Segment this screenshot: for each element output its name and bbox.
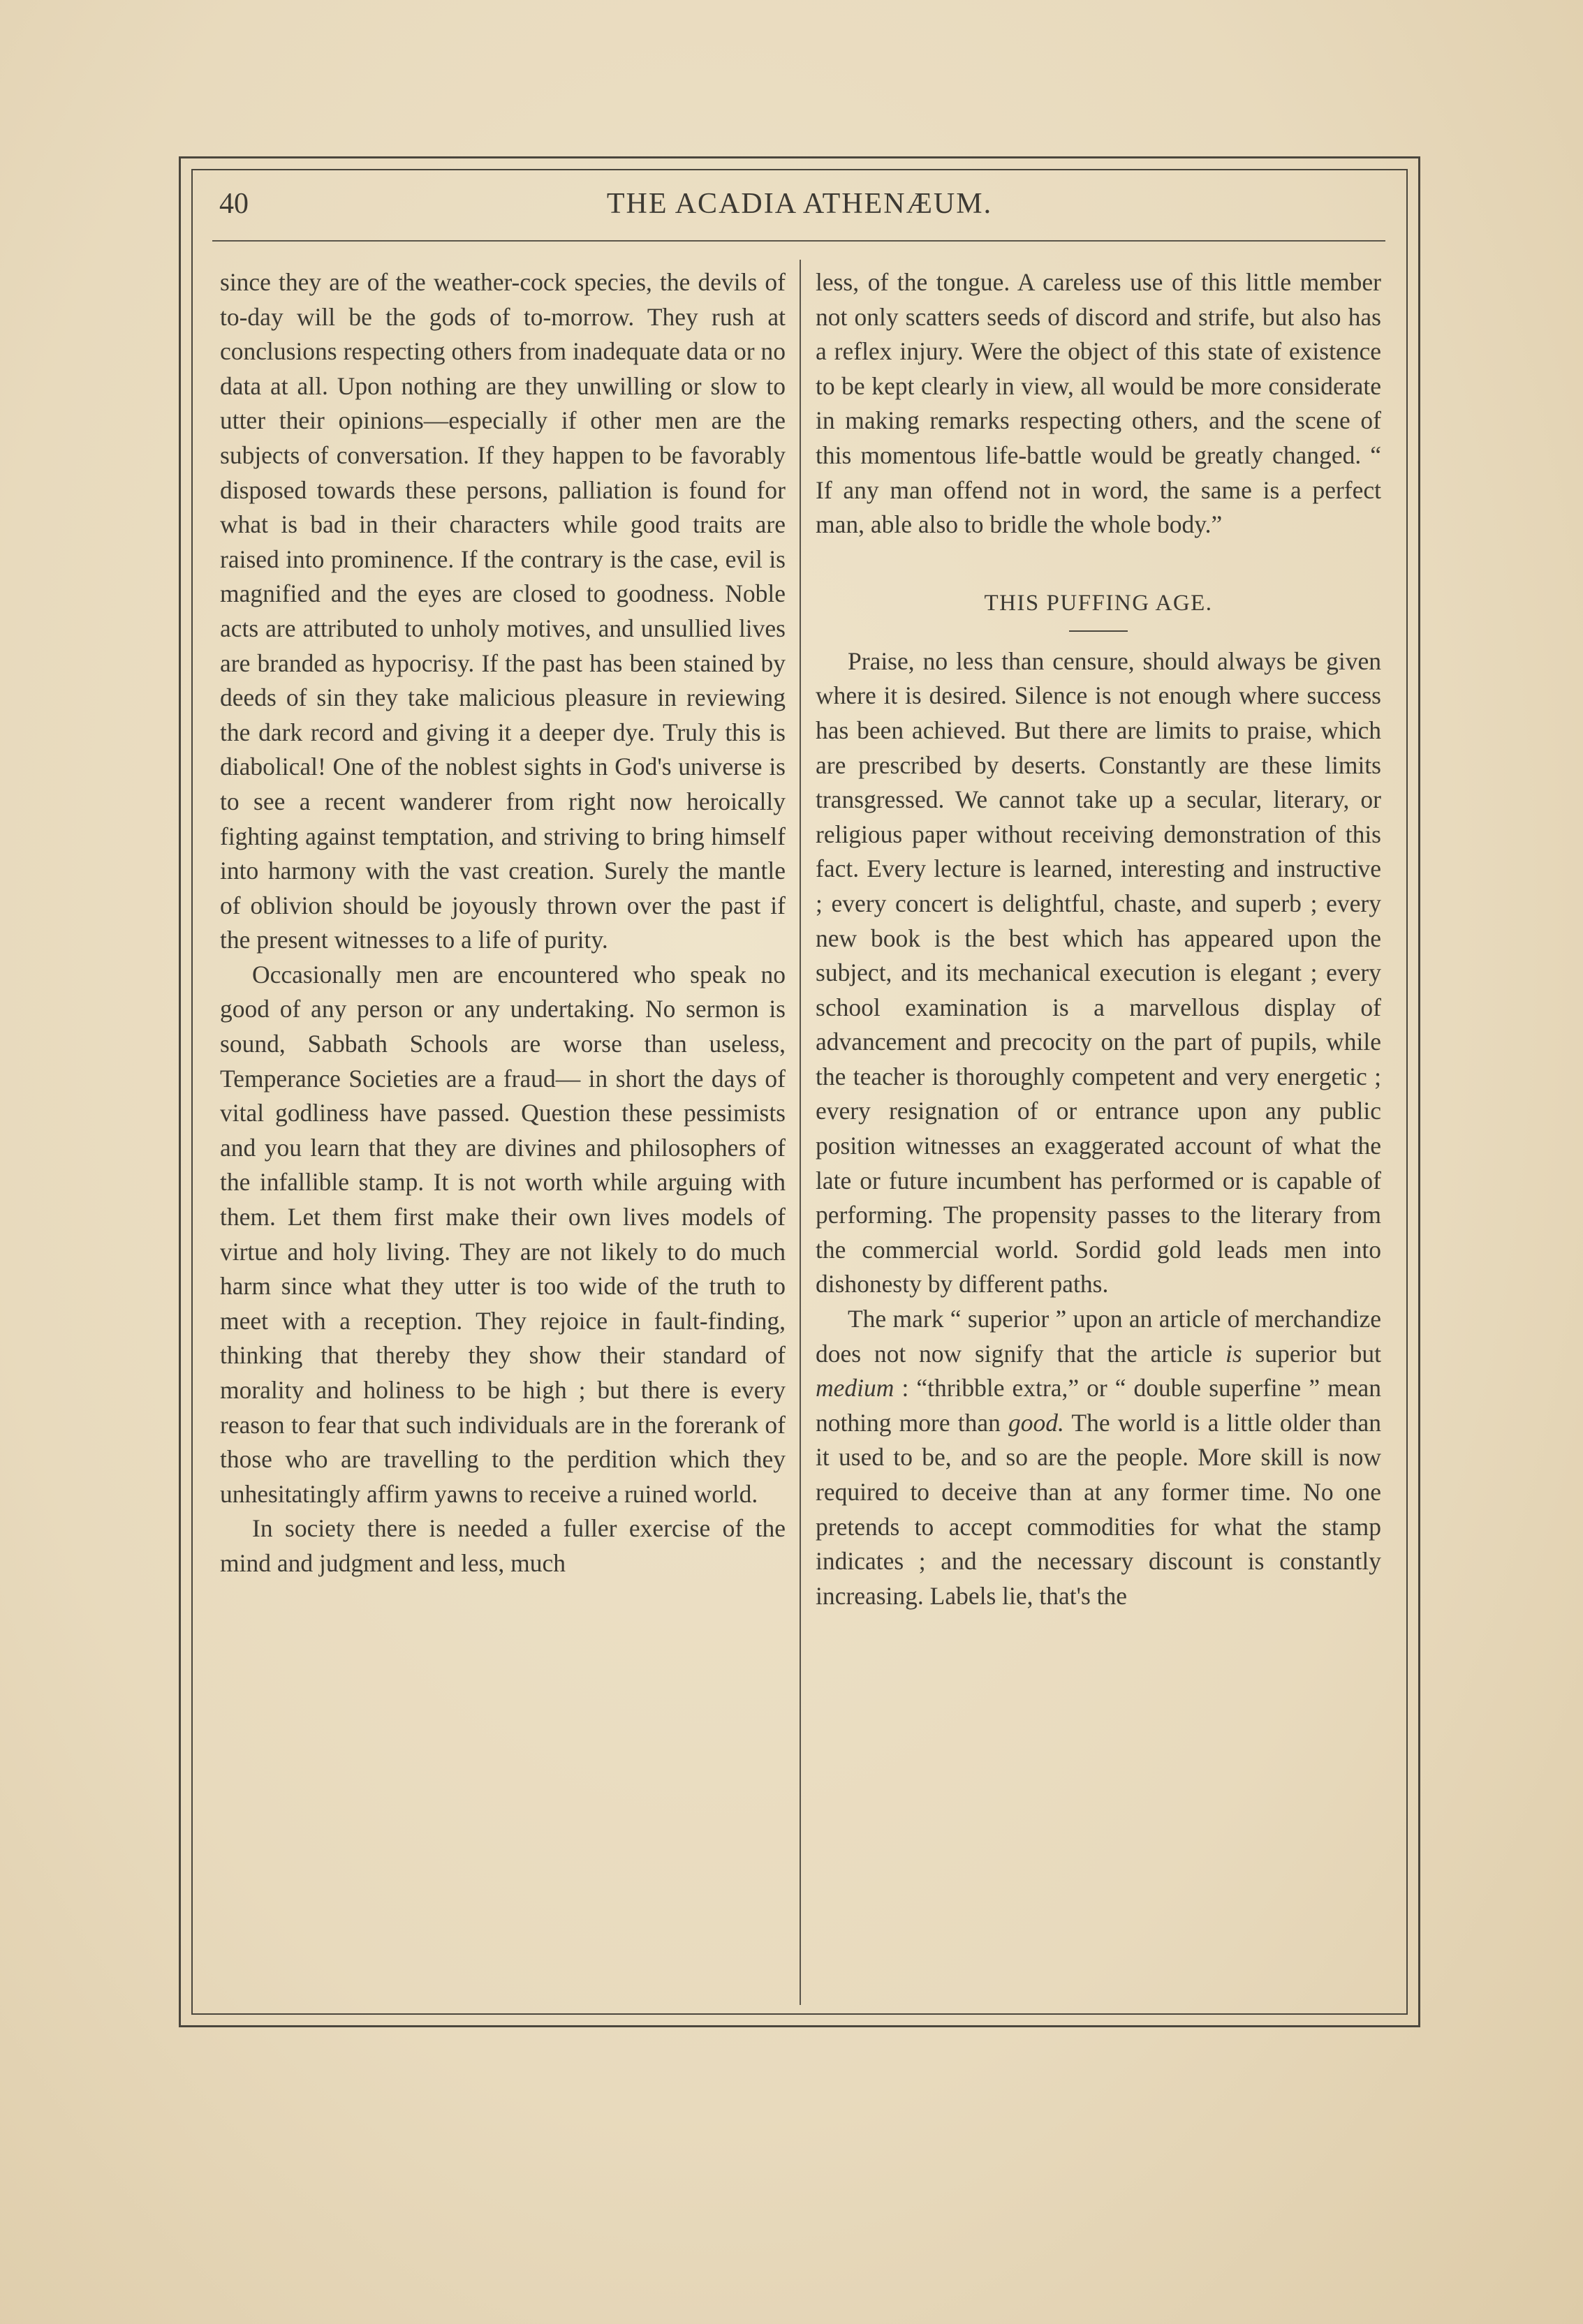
header-rule	[212, 240, 1385, 242]
right-opening-paragraph: less, of the tongue. A careless use of this little member not only scatters seeds of discord and strife, but also has a reflex injury. Were the object of this state of existence to be kept clearly in view, all would be more considerate in making remarks respecting others, and the scene of this momentous life-battle would be greatly changed. “ If any man offend not in word, the same is a perfect man, able also to bridle the whole body.”	[816, 268, 1381, 539]
right-paragraph-3	[816, 1302, 1381, 1613]
page-number: 40	[219, 188, 249, 220]
italic-medium: medium	[816, 1374, 894, 1402]
paragraph-3-text-3: : “thribble extra,” or “ double superfine ” mean nothing more than	[816, 1374, 1381, 1437]
right-paragraph-2: Praise, no less than censure, should always be given where it is desired. Silence is not enough where success has been achieved. But there are limits to praise, which are prescribed by deserts. Constantly are these limits transgressed. We cannot take up a secular, literary, or religious paper without receiving demonstration of this fact. Every lecture is learned, interesting and instructive ; every concert is delightful, chaste, and superb ; every new book is the best which has appeared upon the subject, and its mechanical execution is elegant ; every school examination is a marvellous display of advancement and precocity on the part of pupils, while the teacher is thoroughly competent and very energetic ; every resignation of or entrance upon any public position witnesses an exaggerated account of what the late or future incumbent has performed or is capable of performing. The propensity passes to the literary from the commercial world. Sordid gold leads men into dishonesty by different paths.	[816, 646, 1381, 1298]
running-title: THE ACADIA ATHENÆUM.	[606, 188, 993, 220]
paragraph-3-text-2: superior but	[1242, 1339, 1381, 1368]
heading-rule	[1069, 630, 1128, 632]
italic-is: is	[1225, 1339, 1242, 1368]
page-header	[209, 183, 1390, 225]
left-column	[220, 265, 786, 1581]
section-heading: THIS PUFFING AGE.	[984, 590, 1213, 616]
left-paragraph-1: since they are of the weather-cock species, the devils of to-day will be the gods of to-morrow. They rush at conclusions respecting others from inadequate data or no data at all. Upon nothing are they unwilling or slow to utter their opinions—especially if other men are the subjects of conversation. If they happen to be favorably disposed towards these persons, palliation is found for what is bad in their characters while good traits are raised into prominence. If the contrary is the case, evil is magnified and the eyes are closed to goodness. Noble acts are attributed to unholy motives, and unsullied lives are branded as hypocrisy. If the past has been stained by deeds of sin they take malicious pleasure in reviewing the dark record and giving it a deeper dye. Truly this is diabolical! One of the noblest sights in God's universe is to see a recent wanderer from right now heroically fighting against temptation, and striving to bring himself into harmony with the vast creation. Surely the mantle of oblivion should be joyously thrown over the past if the present witnesses to a life of purity.	[220, 268, 786, 954]
right-column	[816, 265, 1381, 1613]
paragraph-3-text-1: The mark “ superior ” upon an article of merchandize does not now signify that the article	[816, 1305, 1381, 1368]
italic-good: good.	[1008, 1408, 1064, 1437]
column-divider	[800, 260, 801, 2005]
left-paragraph-3: In society there is needed a fuller exercise of the mind and judgment and less, much	[220, 1514, 786, 1577]
left-paragraph-2: Occasionally men are encountered who speak no good of any person or any undertaking. No sermon is sound, Sabbath Schools are worse than useless, Temperance Societies are a fraud— in short the days of vital godliness have passed. Question these pessimists and you learn that they are divines and philosophers of the infallible stamp. It is not worth while arguing with them. Let them first make their own lives models of virtue and holy living. They are not likely to do much harm since what they utter is too wide of the truth to meet with a reception. They rejoice in fault-finding, thinking that thereby they show their standard of morality and holiness to be high ; but there is every reason to fear that such individuals are in the forerank of those who are travelling to the perdition which they unhesitatingly affirm yawns to receive a ruined world.	[220, 960, 786, 1508]
paragraph-3-text-4: The world is a little older than it used to be, and so are the people. More skill is now required to deceive than at any former time. No one pretends to accept commodities for what the stamp indicates ; and the necessary discount is constantly increasing. Labels lie, that's the	[816, 1408, 1381, 1610]
